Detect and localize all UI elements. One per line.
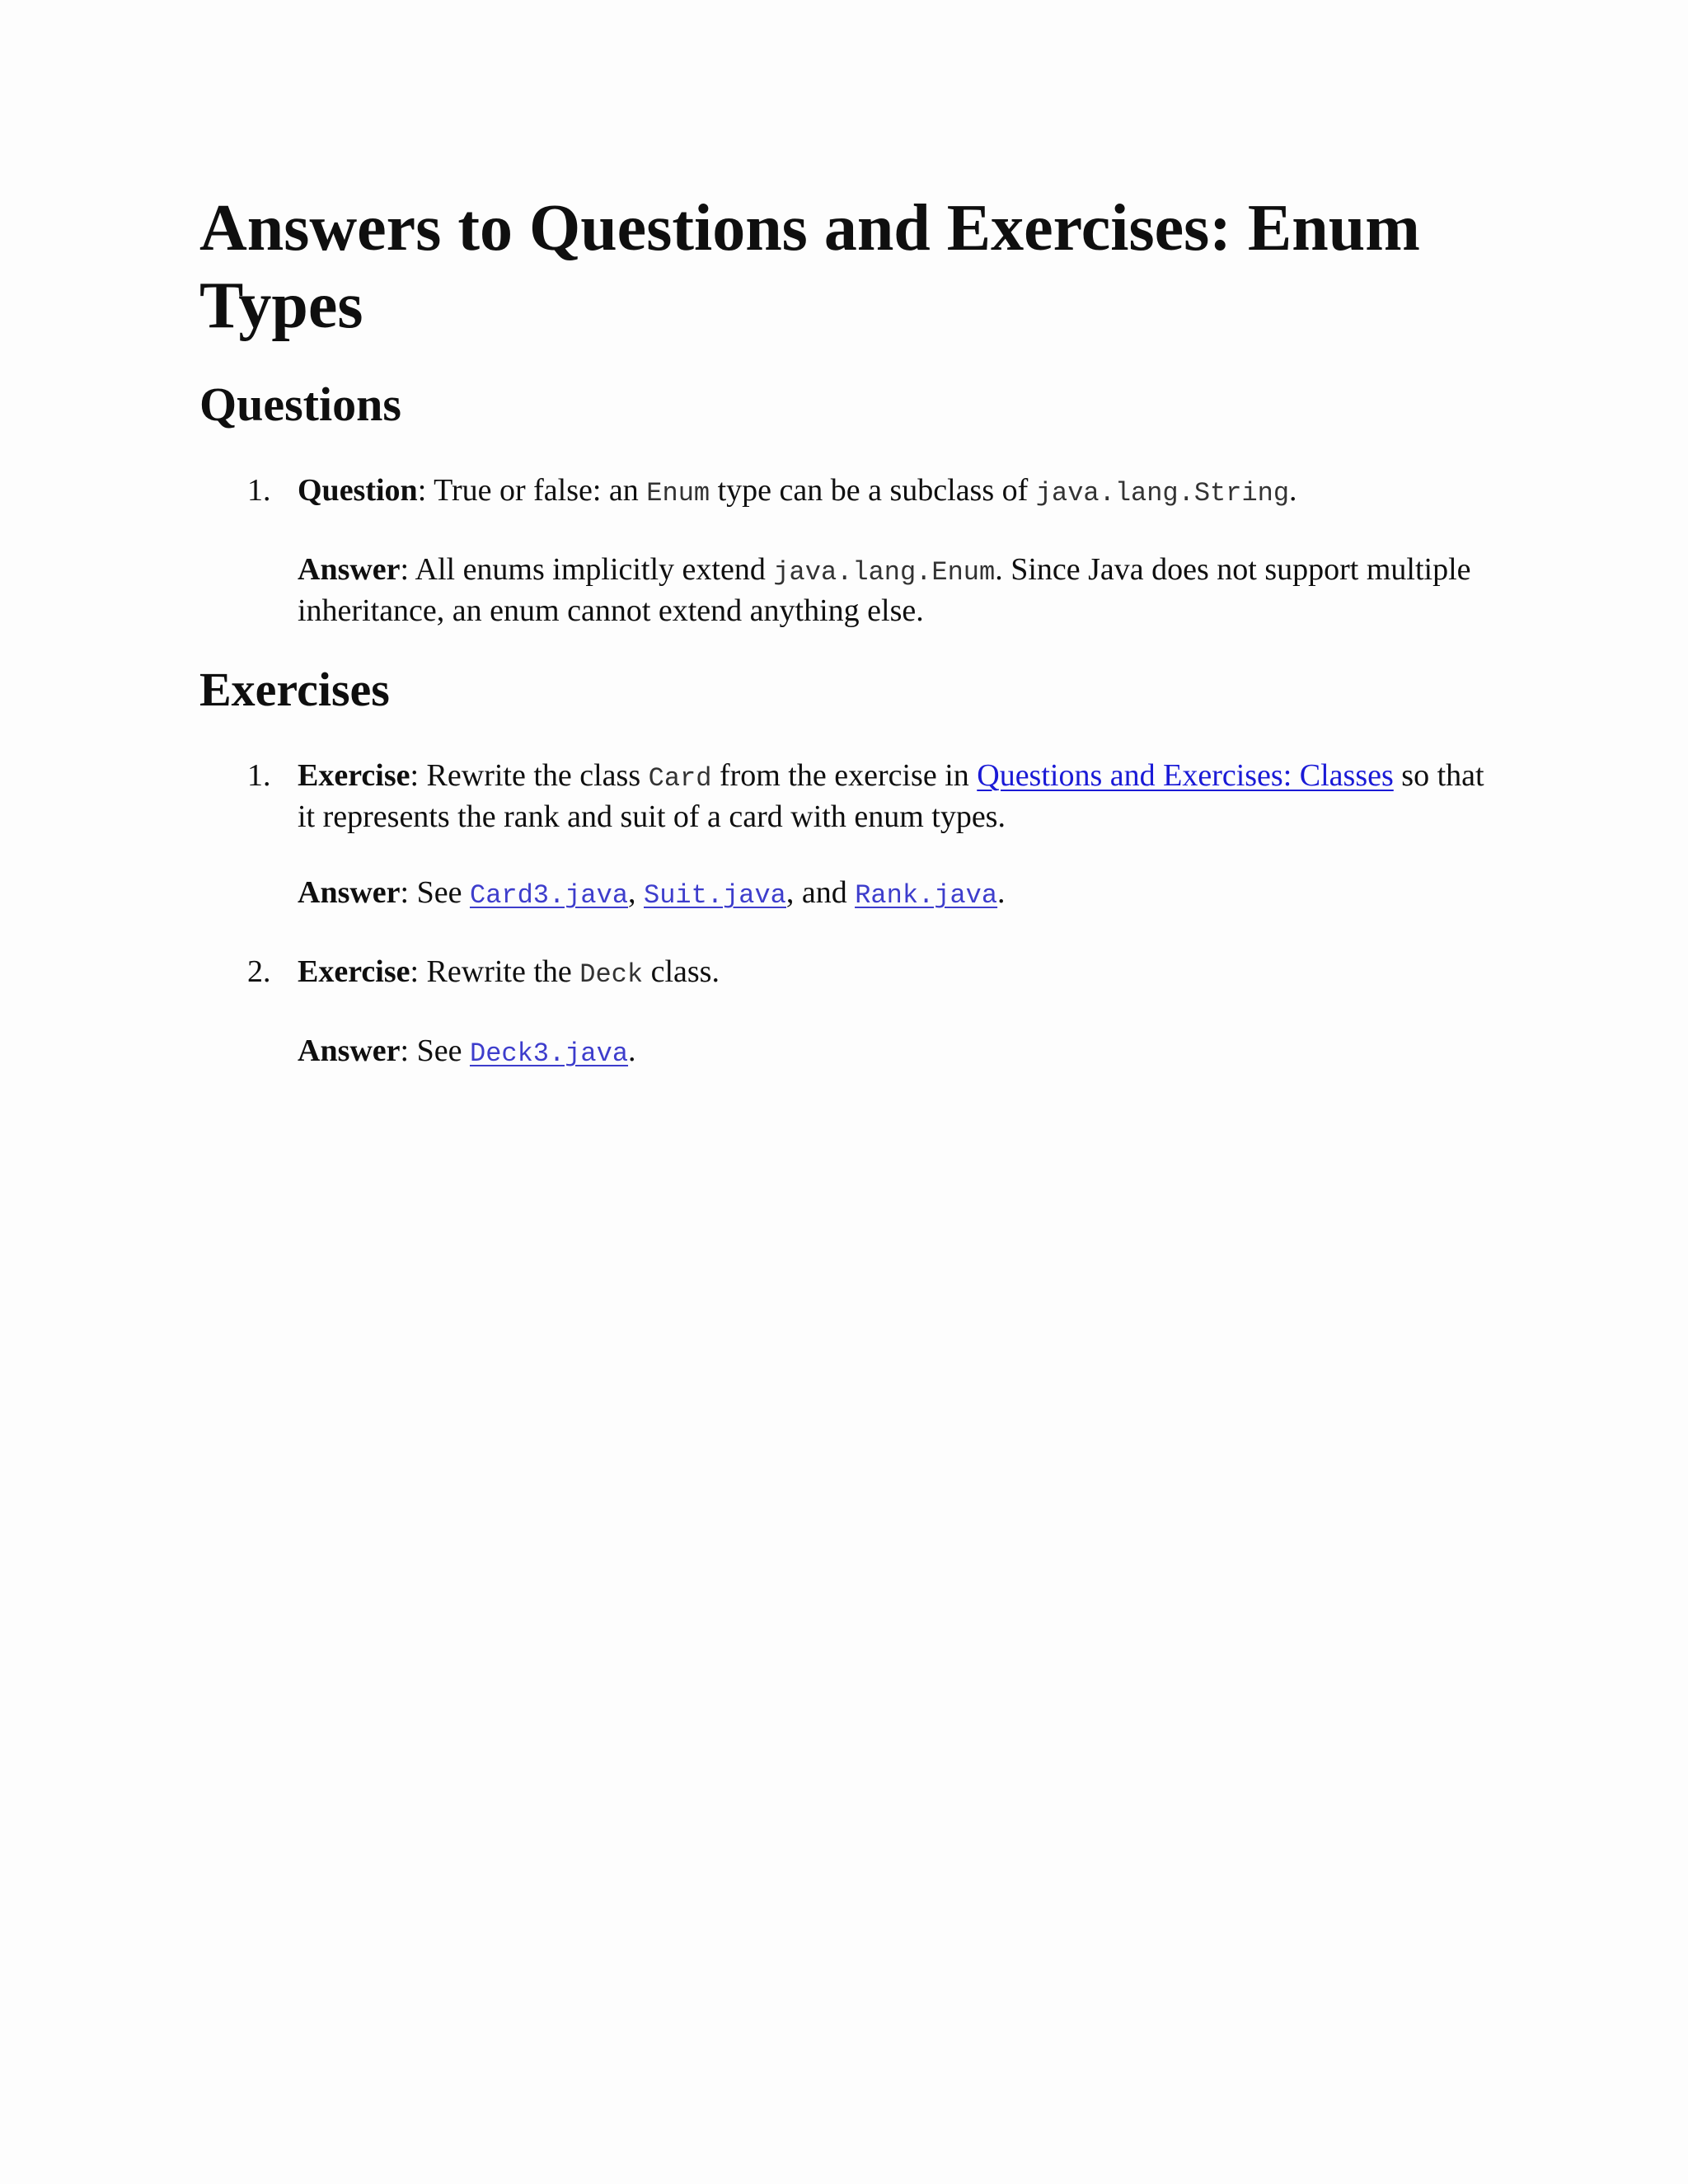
link-rank-java[interactable] [855,875,997,910]
text-span: so that it represents the rank and suit of a card with enum types. [298,758,1484,834]
exercise-item-2 [199,953,1502,1073]
text-span: . [997,875,1006,910]
text-span: . [1289,473,1297,508]
text-span: class. [643,954,720,989]
exercise-text [298,953,1502,994]
document-page [199,190,1502,1073]
answer-text [298,551,1502,630]
text-span: : See [400,1033,470,1068]
answer-text [298,1032,1502,1073]
link-code-text[interactable]: Deck3.java [469,1038,629,1069]
exercise-label: Exercise [298,758,410,793]
answer-label: Answer [298,875,401,910]
text-span: : Rewrite the class [410,758,649,793]
exercises-heading: Exercises [199,663,390,716]
text-span: : All enums implicitly extend [400,552,774,587]
exercise-text [298,757,1502,836]
questions-heading: Questions [199,377,401,431]
question-item-1 [199,471,1502,630]
code-deck: Deck [579,959,644,990]
exercises-list [199,757,1502,1073]
page-title: Answers to Questions and Exercises: Enum Types [199,192,1420,342]
link-deck3-java[interactable] [470,1033,628,1068]
link-code-text[interactable]: Card3.java [469,880,629,911]
list-number: 1. [247,473,271,508]
list-number: 2. [247,954,271,989]
link-code-text[interactable]: Suit.java [644,880,786,911]
text-span: , [628,875,645,910]
code-card: Card [648,763,712,794]
text-span: : True or false: an [417,473,647,508]
list-number: 1. [247,758,271,793]
code-enum: Enum [646,478,710,509]
answer-label: Answer [298,552,401,587]
link-questions-and-exercises-classes[interactable]: Questions and Exercises: Classes [977,758,1394,793]
code-java-lang-string: java.lang.String [1035,478,1290,509]
text-span: : Rewrite the [410,954,580,989]
text-span: , and [785,875,856,910]
text-span: type can be a subclass of [710,473,1036,508]
question-text [298,471,1502,513]
exercise-item-1 [199,757,1502,915]
text-span: . Since Java does not support multiple inheritance, an enum cannot extend anything else. [298,552,1471,628]
questions-list [199,471,1502,630]
answer-text [298,874,1502,915]
link-code-text[interactable]: Rank.java [855,880,998,911]
link-card3-java[interactable] [470,875,628,910]
link-suit-java[interactable] [644,875,786,910]
answer-label: Answer [298,1033,401,1068]
text-span: . [628,1033,636,1068]
code-java-lang-enum: java.lang.Enum [773,557,996,588]
question-label: Question [298,473,418,508]
text-span: from the exercise in [711,758,978,793]
exercise-label: Exercise [298,954,410,989]
text-span: : See [400,875,470,910]
